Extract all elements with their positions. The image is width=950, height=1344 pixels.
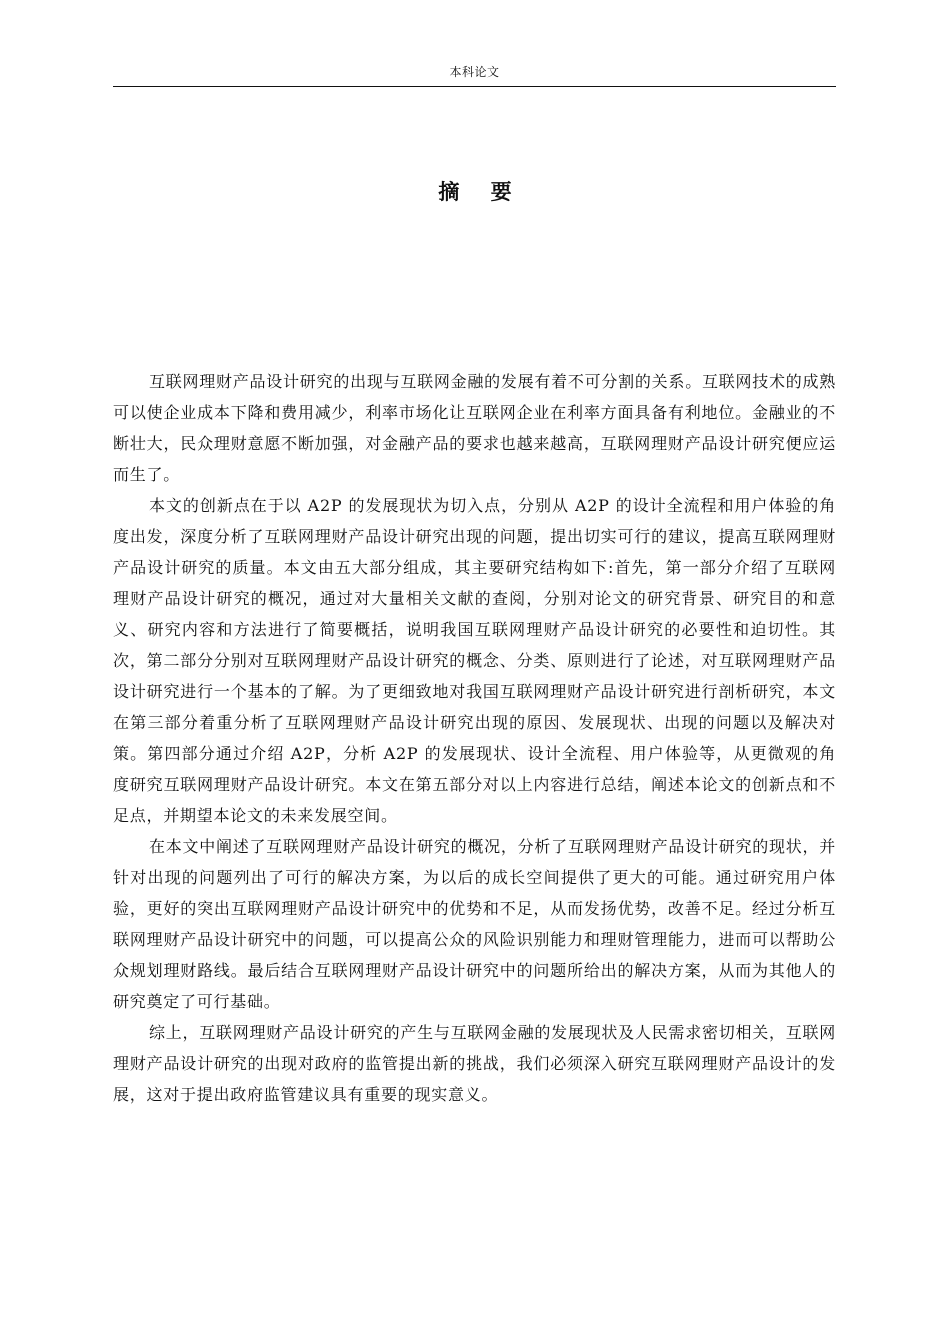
abstract-title: 摘 要 [438,180,524,205]
abstract-body [113,366,836,1110]
abstract-paragraph: 在本文中阐述了互联网理财产品设计研究的概况，分析了互联网理财产品设计研究的现状，并针对出现的问题列出了可行的解决方案，为以后的成长空间提供了更大的可能。通过研究用户体验，更好的突出互联网理财产品设计研究中的优势和不足，从而发扬优势，改善不足。经过分析互联网理财产品设计研究中的问题，可以提高公众的风险识别能力和理财管理能力，进而可以帮助公众规划理财路线。最后结合互联网理财产品设计研究中的问题所给出的解决方案，从而为其他人的研究奠定了可行基础。 [113,837,836,1011]
abstract-paragraph: 综上，互联网理财产品设计研究的产生与互联网金融的发展现状及人民需求密切相关，互联网理财产品设计研究的出现对政府的监管提出新的挑战，我们必须深入研究互联网理财产品设计的发展，这对于提出政府监管建议具有重要的现实意义。 [113,1023,836,1104]
abstract-paragraph: 互联网理财产品设计研究的出现与互联网金融的发展有着不可分割的关系。互联网技术的成熟可以使企业成本下降和费用减少，利率市场化让互联网企业在利率方面具备有利地位。金融业的不断壮大，民众理财意愿不断加强，对金融产品的要求也越来越高，互联网理财产品设计研究便应运而生了。 [113,372,836,484]
page-header [113,64,836,87]
header-text: 本科论文 [449,65,500,79]
abstract-paragraph: 本文的创新点在于以 A2P 的发展现状为切入点，分别从 A2P 的设计全流程和用户体验的角度出发，深度分析了互联网理财产品设计研究出现的问题，提出切实可行的建议，提高互联网理财产品设计研究的质量。本文由五大部分组成，其主要研究结构如下:首先，第一部分介绍了互联网理财产品设计研究的概况，通过对大量相关文献的查阅，分别对论文的研究背景、研究目的和意义、研究内容和方法进行了简要概括，说明我国互联网理财产品设计研究的必要性和迫切性。其次，第二部分分别对互联网理财产品设计研究的概念、分类、原则进行了论述，对互联网理财产品设计研究进行一个基本的了解。为了更细致地对我国互联网理财产品设计研究进行剖析研究，本文在第三部分着重分析了互联网理财产品设计研究出现的原因、发展现状、出现的问题以及解决对策。第四部分通过介绍 A2P，分析 A2P 的发展现状、设计全流程、用户体验等，从更微观的角度研究互联网理财产品设计研究。本文在第五部分对以上内容进行总结，阐述本论文的创新点和不足点，并期望本论文的未来发展空间。 [113,496,836,825]
